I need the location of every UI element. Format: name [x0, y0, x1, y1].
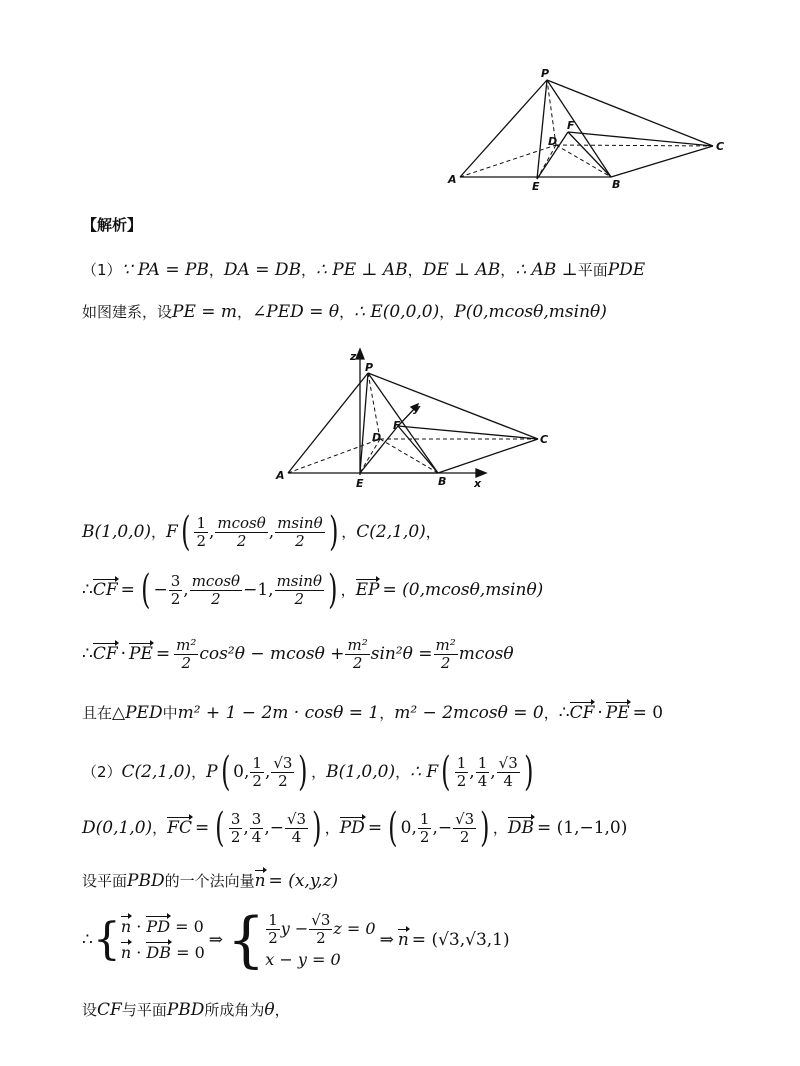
solution-line-4: ∴ CF = ( − $\frac{3}{2}$ , $\frac{mcos\theta}{2}$ −1, $\frac{msin\theta}{2}$ ) ， EP = (0,mcosθ,msinθ)	[82, 567, 544, 613]
fraction-den: 4	[477, 771, 488, 790]
fraction-den: 2	[316, 928, 326, 947]
fig2-label-e: E	[356, 477, 364, 490]
text: cos²θ − mcosθ +	[199, 644, 345, 664]
text: ∴ E(0,0,0)	[354, 302, 440, 322]
fraction-num: 3	[230, 809, 241, 828]
text: θ	[264, 1000, 275, 1020]
text: P(0,mcosθ,msinθ)	[454, 302, 607, 322]
text: 设	[82, 1001, 98, 1019]
sep: ，	[395, 762, 411, 781]
vector-fc: FC	[167, 817, 192, 838]
text: 0,	[400, 817, 417, 838]
part-number: （1）	[82, 261, 122, 279]
sep: ，	[301, 261, 317, 279]
text: 的一个法向量	[164, 872, 255, 890]
text: m² − 2mcosθ = 0	[394, 703, 544, 723]
text: = (√3,√3,1)	[411, 929, 510, 950]
text: = (0,mcosθ,msinθ)	[382, 579, 544, 600]
sep: ，	[425, 522, 441, 541]
text: D(0,1,0)	[82, 817, 153, 838]
text: 如图建系，设	[82, 303, 173, 321]
text: ∵ PA = PB	[121, 260, 209, 280]
sep: ，	[311, 762, 327, 781]
vector-pd: PD	[339, 817, 365, 838]
fig2-label-p: P	[365, 361, 374, 374]
fraction-den: 2	[295, 531, 305, 550]
fig2-label-x: x	[474, 477, 482, 490]
text: 且在	[82, 704, 113, 722]
text: C(2,1,0)	[356, 521, 426, 542]
fraction-den: 2	[170, 589, 181, 608]
sep: ，	[339, 303, 355, 321]
fraction-num: √3	[311, 910, 331, 929]
fraction-num: mcosθ	[191, 571, 241, 590]
solution-line-11	[82, 1002, 290, 1019]
text: −1,	[243, 579, 274, 600]
text: ∴	[558, 703, 570, 723]
text: 与平面	[121, 1001, 167, 1019]
fraction-num: 3	[251, 809, 262, 828]
fraction-den: 4	[503, 771, 513, 790]
fraction-den: 4	[291, 827, 302, 846]
text: PBD	[127, 871, 165, 891]
sep: ，	[379, 704, 395, 722]
text: = (x,y,z)	[268, 871, 339, 891]
vector-pe: PE	[605, 703, 630, 723]
fraction-den: 2	[294, 589, 305, 608]
text: DA = DB	[223, 260, 302, 280]
text: CF	[97, 1000, 122, 1020]
sep: ，	[274, 1001, 290, 1019]
fraction-num: 1	[477, 753, 488, 772]
vector-n: n	[120, 943, 132, 962]
fraction-den: 2	[236, 531, 247, 550]
text: P	[206, 761, 218, 782]
text: ∠PED = θ	[252, 302, 340, 322]
fraction-den: 2	[211, 589, 221, 608]
solution-line-5	[82, 638, 514, 671]
text: ∴ PE ⊥ AB	[316, 260, 408, 280]
fraction-den: 2	[268, 928, 278, 947]
text: △PED	[112, 703, 163, 723]
text: = 0	[176, 943, 205, 962]
text: =	[194, 817, 210, 838]
fraction-num: msinθ	[276, 571, 322, 590]
fraction-den: 2	[456, 771, 467, 790]
vector-n: n	[254, 871, 266, 891]
sep: ，	[340, 580, 356, 599]
text: PDE	[607, 260, 646, 280]
sep: ，	[407, 261, 423, 279]
text: mcosθ	[458, 644, 514, 664]
fraction-den: 2	[230, 827, 241, 846]
fraction-num: √3	[273, 753, 293, 772]
text: sin²θ =	[370, 644, 433, 664]
solution-line-9	[82, 873, 338, 890]
text: ∴ AB ⊥	[515, 260, 578, 280]
fig2-label-y: y	[413, 402, 421, 415]
fig1-label-e: E	[532, 180, 540, 193]
solution-line-1	[82, 262, 645, 279]
text: ⇒	[208, 929, 224, 950]
analysis-heading: 【解析】	[82, 216, 143, 234]
text: =	[155, 644, 171, 664]
fraction-num: 1	[252, 753, 262, 772]
fraction-num: m²	[176, 636, 197, 654]
vector-ep: EP	[355, 579, 380, 600]
part-number: （2）	[82, 762, 122, 781]
sep: ，	[191, 762, 207, 781]
vector-n: n	[397, 929, 409, 950]
text: ∴	[82, 579, 93, 600]
text: ∴ F	[410, 761, 439, 782]
sep: ，	[208, 261, 224, 279]
figure-pyramid	[440, 65, 740, 195]
fraction-den: 2	[196, 531, 206, 550]
fraction-den: 2	[440, 654, 451, 672]
fraction-num: m²	[347, 636, 368, 654]
text: 设平面	[82, 872, 128, 890]
text: 平面	[577, 261, 608, 279]
text: DE ⊥ AB	[422, 260, 501, 280]
fig2-label-c: C	[540, 433, 549, 446]
fraction-den: 2	[459, 827, 470, 846]
text: = 0	[175, 917, 204, 936]
text: ·	[136, 917, 142, 936]
text: =	[367, 817, 383, 838]
solution-line-7: （2） C(2,1,0) ， P ( 0, $\frac{1}{2}$ , $\frac{√3}{2}$ ) ， B(1,0,0) ， ∴ F ( $\frac{1}{2}$ , $\frac{1}{4}$ , $\frac{√3}{4}$ )	[82, 749, 534, 795]
text: B(1,0,0)	[82, 521, 152, 542]
text: 所成角为	[204, 1001, 265, 1019]
solution-line-10: ∴ { n · PD = 0 n · DB = 0 ⇒ { $\frac{1}{2}$ y − $\frac{√3}{2}$ z = 0 x − y = 0 ⇒ n = (√3,√3,1)	[82, 905, 510, 975]
vector-cf: CF	[92, 644, 118, 664]
text: F	[166, 521, 178, 542]
fraction-num: 1	[419, 809, 430, 828]
text: m² + 1 − 2m · cosθ = 1	[177, 703, 380, 723]
text: = 0	[632, 703, 664, 723]
vector-n: n	[120, 917, 132, 936]
fraction-den: 4	[251, 827, 262, 846]
sep: ，	[324, 818, 340, 837]
fraction-num: √3	[287, 809, 307, 828]
fraction-num: 3	[170, 571, 181, 590]
fraction-den: 2	[419, 827, 430, 846]
fig2-label-d: D	[372, 431, 382, 444]
text: B(1,0,0)	[326, 761, 396, 782]
fraction-den: 2	[181, 654, 192, 672]
text: ∴	[82, 644, 93, 664]
solution-line-8: D(0,1,0) ， FC = ( $\frac{3}{2}$ , $\frac{3}{4}$ ,− $\frac{√3}{4}$ ) ， PD = ( 0, $\frac{1}{2}$ ,− $\frac{√3}{2}$ ) ， DB = (1,−1,0)	[82, 805, 628, 851]
text: =	[120, 579, 135, 600]
vector-pe: PE	[129, 644, 153, 664]
sep: ，	[151, 522, 167, 541]
sep: ，	[439, 303, 455, 321]
text: = (1,−1,0)	[536, 817, 628, 838]
sep: ，	[500, 261, 516, 279]
fig2-label-f: F	[393, 419, 401, 432]
text: z = 0	[333, 919, 376, 938]
text: 中	[162, 704, 178, 722]
fraction-num: √3	[455, 809, 475, 828]
vector-cf: CF	[92, 579, 118, 600]
sep: ，	[543, 704, 559, 722]
text: ·	[120, 644, 127, 664]
text: ∴	[82, 929, 93, 950]
fraction-den: 2	[352, 654, 363, 672]
solution-line-3: B(1,0,0) ， F ( $\frac{1}{2}$ , $\frac{mcos\theta}{2}$ , $\frac{msin\theta}{2}$ ) ， C(2,1,0) ，	[82, 509, 441, 555]
fraction-num: mcosθ	[217, 513, 266, 532]
fig2-label-a: A	[276, 469, 285, 482]
text: C(2,1,0)	[121, 761, 192, 782]
fig1-label-c: C	[716, 140, 725, 153]
fraction-num: √3	[498, 753, 518, 772]
vector-db: DB	[507, 817, 534, 838]
sep: ，	[237, 303, 253, 321]
text: PE = m	[172, 302, 238, 322]
fig1-label-d: D	[548, 135, 558, 148]
fraction-num: msinθ	[277, 513, 323, 532]
text: 0,	[233, 761, 250, 782]
fig1-label-b: B	[612, 178, 621, 191]
fig1-label-f: F	[567, 119, 575, 132]
fig1-label-a: A	[448, 173, 457, 186]
vector-db: DB	[146, 943, 172, 962]
fraction-num: m²	[435, 636, 456, 654]
vector-cf: CF	[569, 703, 595, 723]
fraction-den: 2	[252, 771, 262, 790]
figure-coordinate-system	[270, 345, 570, 490]
fraction-den: 2	[278, 771, 288, 790]
fraction-num: 1	[268, 910, 278, 929]
solution-line-2	[82, 304, 607, 321]
solution-line-6	[82, 705, 663, 722]
fig2-label-b: B	[438, 475, 447, 488]
text: ·	[597, 703, 603, 723]
text: PBD	[166, 1000, 205, 1020]
fraction-num: 1	[456, 753, 467, 772]
sep: ，	[492, 818, 508, 837]
fraction-num: 1	[196, 513, 206, 532]
fig2-label-z: z	[350, 350, 357, 363]
text: y −	[280, 919, 309, 938]
sep: ，	[152, 818, 168, 837]
text: ·	[136, 943, 142, 962]
text: ⇒	[379, 929, 394, 950]
vector-pd: PD	[146, 917, 171, 936]
fig1-label-p: P	[541, 67, 550, 80]
text: x − y = 0	[265, 949, 341, 969]
sep: ，	[341, 522, 357, 541]
